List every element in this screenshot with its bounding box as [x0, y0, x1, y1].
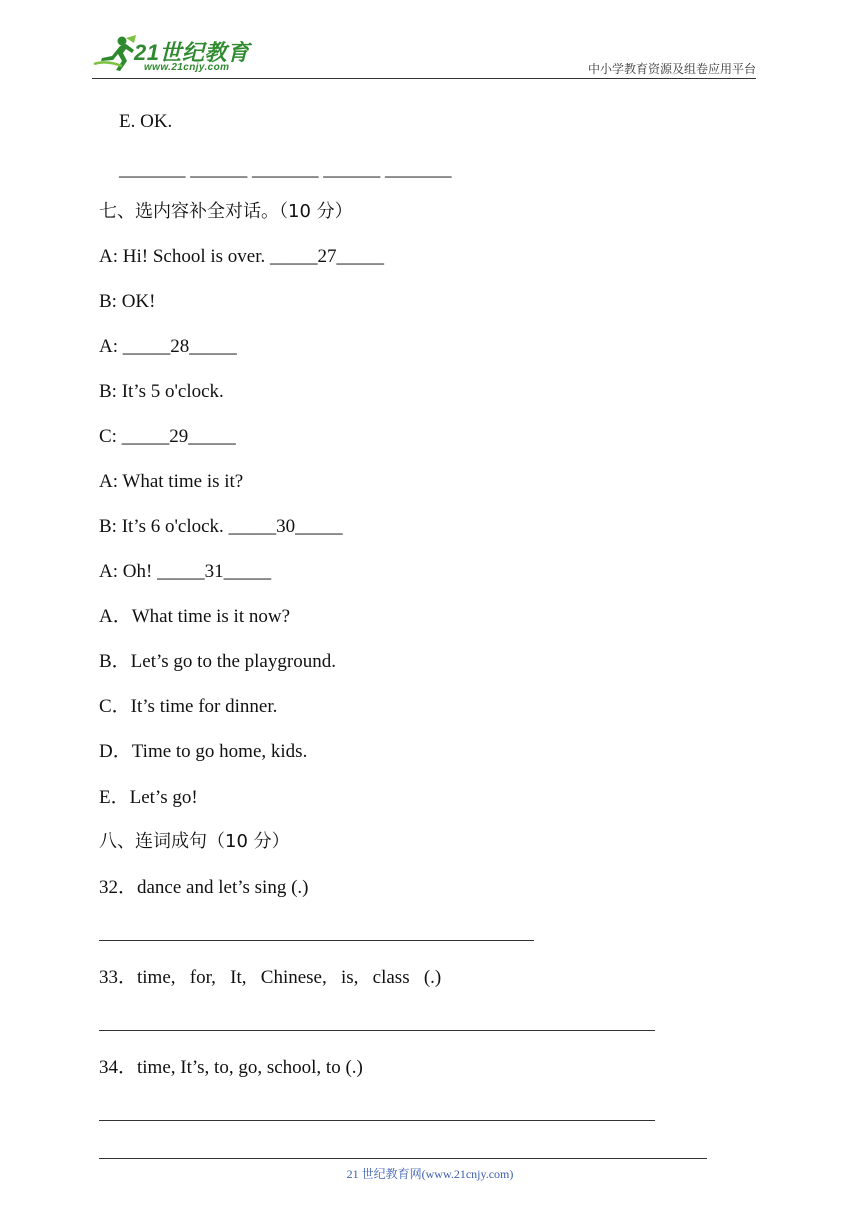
page-header — [92, 30, 756, 82]
dialog-text: A: — [99, 336, 123, 357]
question-32: 32．dance and let’s sing (.) — [99, 877, 309, 898]
dialog-line-7 — [99, 515, 343, 539]
dialog-blank-31[interactable]: _____31_____ — [157, 561, 272, 582]
page-footer: 21 世纪教育网(www.21cnjy.com) — [346, 1167, 514, 1181]
dialog-text: C: — [99, 426, 122, 447]
option-e-ok: E. OK. — [119, 111, 173, 132]
logo-text: 21世纪教育 — [134, 40, 250, 65]
section-8-title: 八、连词成句（10 分） — [99, 831, 290, 852]
option-a: A．What time is it now? — [99, 606, 291, 627]
dialog-line-5 — [99, 425, 236, 449]
header-platform-name: 中小学教育资源及组卷应用平台 — [587, 62, 756, 76]
question-33: 33．time, for, It, Chinese, is, class (.) — [99, 967, 442, 988]
section-7-title: 七、选内容补全对话。（10 分） — [99, 201, 353, 222]
dialog-line-1 — [99, 245, 384, 269]
dialog-line-8 — [99, 560, 271, 584]
option-c: C．It’s time for dinner. — [99, 696, 278, 717]
dialog-text: B: It’s 5 o'clock. — [99, 381, 224, 402]
question-34: 34．time, It’s, to, go, school, to (.) — [99, 1057, 363, 1078]
option-e: E．Let’s go! — [99, 787, 198, 808]
dialog-blank-28[interactable]: _____28_____ — [122, 336, 237, 357]
site-logo — [92, 34, 262, 76]
option-d: D．Time to go home, kids. — [99, 741, 308, 762]
footer-divider — [99, 1158, 707, 1159]
header-divider — [92, 78, 756, 79]
dialog-text: A: What time is it? — [99, 471, 244, 492]
answer-line-33[interactable] — [99, 1030, 655, 1031]
dialog-line-2 — [99, 290, 155, 314]
runner-logo-icon — [92, 34, 138, 74]
dialog-line-6 — [99, 470, 243, 494]
dialog-blank-30[interactable]: _____30_____ — [228, 516, 343, 537]
dialog-line-3 — [99, 335, 237, 359]
dialog-blank-27[interactable]: _____27_____ — [270, 246, 384, 267]
answer-line-34[interactable] — [99, 1120, 655, 1121]
answer-blanks: _______ ______ _______ ______ _______ — [119, 159, 452, 180]
dialog-text: B: It’s 6 o'clock. — [99, 516, 229, 537]
dialog-line-4 — [99, 380, 224, 404]
dialog-text: B: OK! — [99, 291, 156, 312]
dialog-text: A: Oh! — [99, 561, 158, 582]
dialog-text: A: Hi! School is over. — [99, 246, 270, 267]
option-b: B．Let’s go to the playground. — [99, 651, 336, 672]
logo-url: www.21cnjy.com — [144, 62, 230, 73]
answer-line-32[interactable] — [99, 940, 534, 941]
dialog-blank-29[interactable]: _____29_____ — [121, 426, 236, 447]
